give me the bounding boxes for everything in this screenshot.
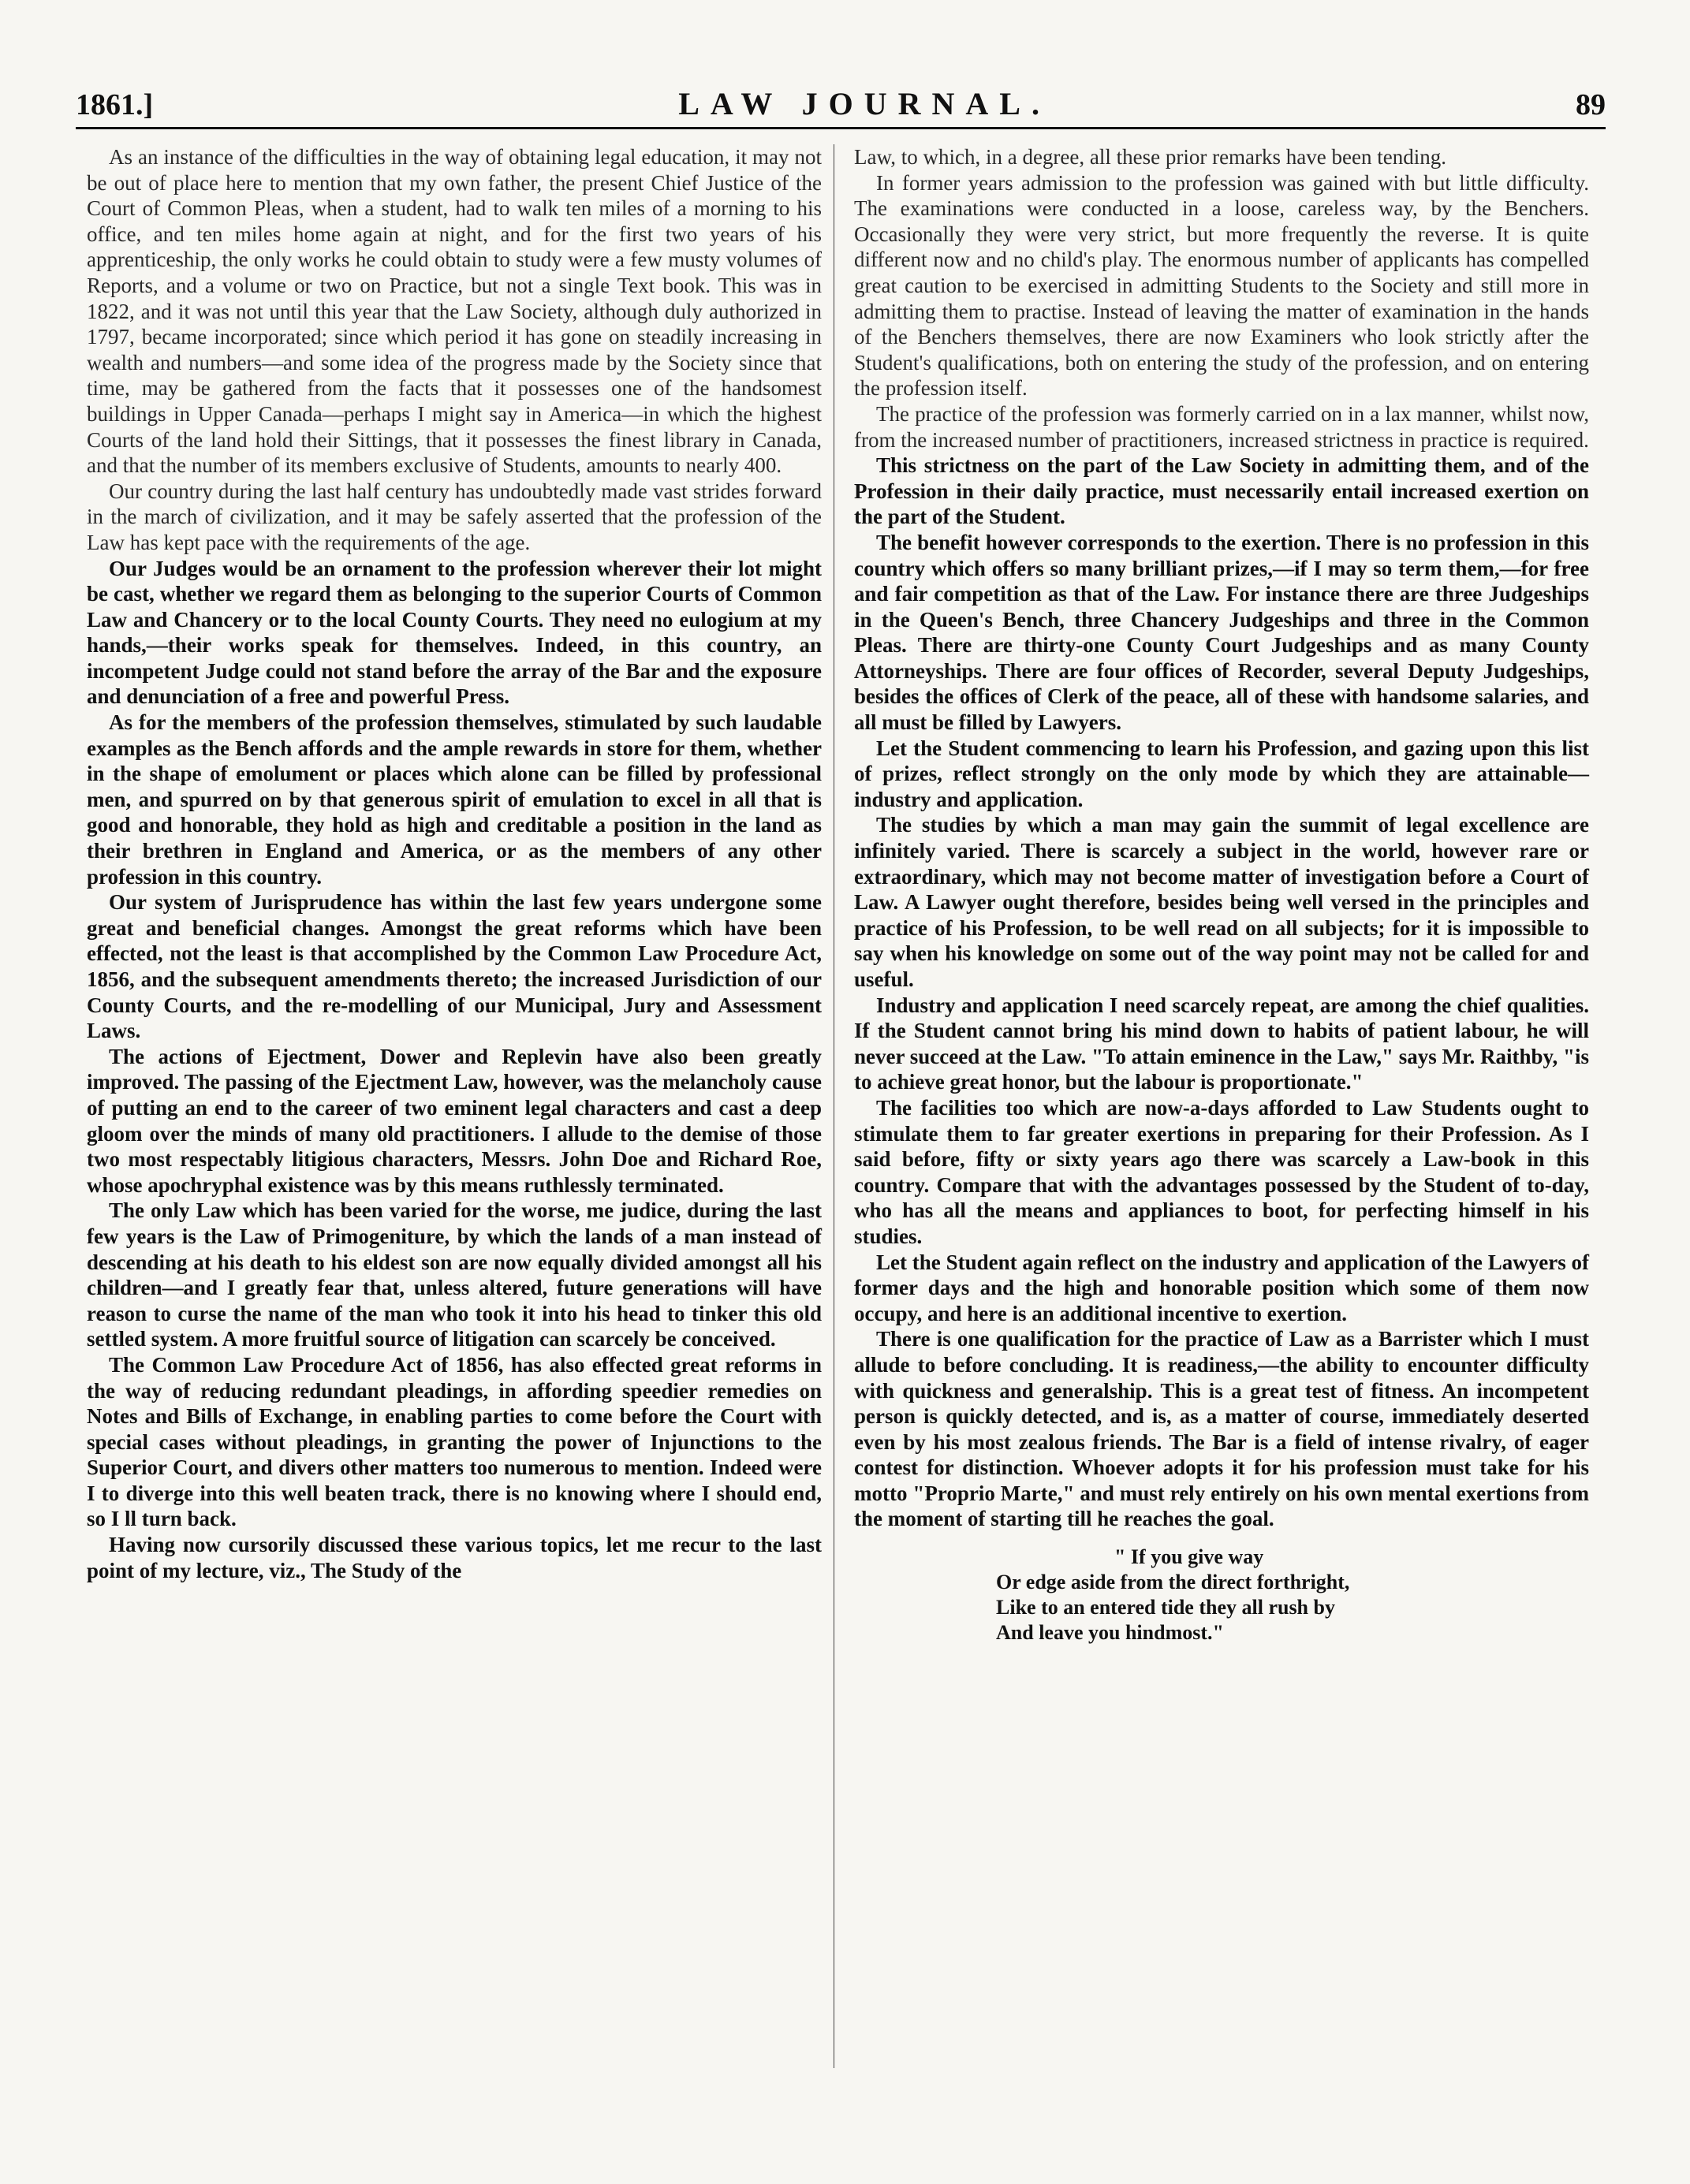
verse-line: Like to an entered tide they all rush by — [996, 1596, 1335, 1619]
paragraph: The benefit however corresponds to the exertion. There is no profession in this country which offers so many brilliant prizes,—if I may so term them,—for free and fair competition as that of the Law. For instance there are three Judgeships in the Queen's Bench, three Chancery Judgeships and three in the Common Pleas. There are thirty-one County Court Judgeships and as many County Attorneyships. There are four offices of Recorder, several Deputy Judgeships, besides the offices of Clerk of the peace, all of these with handsome salaries, and all must be filled by Lawyers. — [854, 530, 1589, 735]
paragraph: This strictness on the part of the Law Society in admitting them, and of the Profession in their daily practice, must necessarily entail increased exertion on the part of the Student. — [854, 453, 1589, 529]
paragraph: The practice of the profession was formerly carried on in a lax manner, whilst now, from the increased number of practitioners, increased strictness in practice is required. — [854, 401, 1589, 452]
paragraph: Our Judges would be an ornament to the profession wherever their lot might be cast, whether we regard them as belonging to the superior Courts of Common Law and Chancery or to the local County Courts. They need no eulogium at my hands,—their works speak for themselves. Indeed, in this country, an incompetent Judge could not stand before the array of the Bar and the exposure and denunciation of a free and powerful Press. — [87, 556, 822, 709]
header-date: 1861.] — [76, 88, 154, 121]
verse-line: " If you give way — [1114, 1545, 1264, 1569]
paragraph: Industry and application I need scarcely repeat, are among the chief qualities. If the Student cannot bring his mind down to habits of patient labour, he will never succeed at the Law. "To attain eminence in the Law," says Mr. Raithby, "is to achieve great honor, but the labour is proportionate." — [854, 993, 1589, 1094]
paragraph: Our system of Jurisprudence has within the last few years undergone some great and beneficial changes. Amongst the great reforms which have been effected, not the least is that accomplished by the Common Law Procedure Act, 1856, and the subsequent amendments thereto; the increased Jurisdiction of our County Courts, and the re-modelling of our Municipal, Jury and Assessment Laws. — [87, 890, 822, 1043]
paragraph: Law, to which, in a degree, all these prior remarks have been tending. — [854, 145, 1446, 169]
paragraph: There is one qualification for the practice of Law as a Barrister which I must allude to before concluding. It is readiness,—the ability to encounter difficulty with quickness and generalship. This is a great test of fitness. An incompetent person is quickly detected, and is, as a matter of course, immediately deserted even by his most zealous friends. The Bar is a field of intense rivalry, of eager contest for distinction. Whoever adopts it for his profession must take for his motto "Proprio Marte," and must rely entirely on his own mental exertions from the moment of starting till he reaches the goal. — [854, 1327, 1589, 1531]
running-header — [76, 75, 1606, 129]
paragraph: The only Law which has been varied for the worse, me judice, during the last few years is the Law of Primogeniture, by which the lands of a man instead of descending at his death to his eldest son are now equally divided amongst all his children—and I greatly fear that, unless altered, future generations will have reason to curse the name of the man who took it into his head to tinker this old settled system. A more fruitful source of litigation can scarcely be conceived. — [87, 1198, 822, 1351]
verse-quotation — [996, 1545, 1589, 1645]
paragraph: The studies by which a man may gain the summit of legal excellence are infinitely varied. There is scarcely a subject in the world, however rare or extraordinary, which may not become matter of investigation before a Court of Law. A Lawyer ought therefore, besides being well versed in the principles and practice of his Profession, to be well read on all subjects; for it is impossible to say when his knowledge on some out of the way point may not be called for and useful. — [854, 813, 1589, 991]
verse-line: Or edge aside from the direct forthright, — [996, 1571, 1350, 1594]
paragraph: The actions of Ejectment, Dower and Replevin have also been greatly improved. The passing of the Ejectment Law, however, was the melancholy cause of putting an end to the career of two eminent legal characters and cast a deep gloom over the minds of many old practitioners. I allude to the demise of those two most respectably litigious characters, Messrs. John Doe and Richard Roe, whose apochryphal existence was by this means ruthlessly terminated. — [87, 1044, 822, 1197]
paragraph: Let the Student commencing to learn his Profession, and gazing upon this list of prizes, reflect strongly on the only mode by which they are attainable—industry and application. — [854, 736, 1589, 811]
paragraph: In former years admission to the profession was gained with but little difficulty. The examinations were conducted in a loose, careless way, by the Benchers. Occasionally they were very strict, but more frequently the reverse. It is quite different now and no child's play. The enormous number of applicants has compelled great caution to be exercised in admitting Students to the Society and still more in admitting them to practise. Instead of leaving the matter of examination in the hands of the Benchers themselves, there are now Examiners who look strictly after the Student's qualifications, both on entering the study of the profession, and on entering the profession itself. — [854, 170, 1589, 401]
paragraph: As an instance of the difficulties in the way of obtaining legal education, it may not be out of place here to mention that my own father, the present Chief Justice of the Court of Common Pleas, when a student, had to walk ten miles of a morning to his office, and ten miles home again at night, and for the first two years of his apprenticeship, the only works he could obtain to study were a few musty volumes of Reports, and a volume or two on Practice, but not a single Text book. This was in 1822, and it was not until this year that the Law Society, although duly authorized in 1797, became incorporated; since which period it has gone on steadily increasing in wealth and numbers—and some idea of the progress made by the Society since that time, may be gathered from the facts that it possesses one of the handsomest buildings in Upper Canada—perhaps I might say in America—in which the highest Courts of the land hold their Sittings, that it possesses the finest library in Canada, and that the number of its members exclusive of Students, amounts to nearly 400. — [87, 145, 822, 478]
page-number: 89 — [1576, 88, 1606, 121]
paragraph: Our country during the last half century has undoubtedly made vast strides forward in the march of civilization, and it may be safely asserted that the profession of the Law has kept pace with the requirements of the age. — [87, 479, 822, 554]
paragraph: The facilities too which are now-a-days afforded to Law Students ought to stimulate them to far greater exertions in preparing for their Profession. As I said before, fifty or sixty years ago there was scarcely a Law-book in this country. Compare that with the advantages possessed by the Student of to-day, who has all the means and appliances to boot, for perfecting himself in his studies. — [854, 1095, 1589, 1248]
verse-line: And leave you hindmost." — [996, 1621, 1224, 1645]
paragraph: Let the Student again reflect on the industry and application of the Lawyers of former days and the high and honorable position which some of them now occupy, and here is an additional incentive to exertion. — [854, 1250, 1589, 1325]
paragraph: The Common Law Procedure Act of 1856, has also effected great reforms in the way of reducing redundant pleadings, in affording speedier remedies on Notes and Bills of Exchange, in enabling parties to come before the Court with special cases without pleadings, in granting the power of Injunctions to the Superior Court, and divers other matters too numerous to mention. Indeed were I to diverge into this well beaten track, there is no knowing where I should end, so I ll turn back. — [87, 1352, 822, 1531]
paragraph: As for the members of the profession themselves, stimulated by such laudable examples as the Bench affords and the ample rewards in store for them, whether in the shape of emolument or places which alone can be filled by professional men, and spurred on by that generous spirit of emulation to excel in all that is good and honorable, they hold as high and creditable a position in the land as their brethren in England and America, or as the members of any other profession in this country. — [87, 710, 822, 889]
journal-title: LAW JOURNAL. — [678, 86, 1050, 121]
left-column — [87, 144, 822, 1583]
paragraph: Having now cursorily discussed these various topics, let me recur to the last point of my lecture, viz., The Study of the — [87, 1533, 822, 1582]
right-column — [854, 144, 1589, 1645]
